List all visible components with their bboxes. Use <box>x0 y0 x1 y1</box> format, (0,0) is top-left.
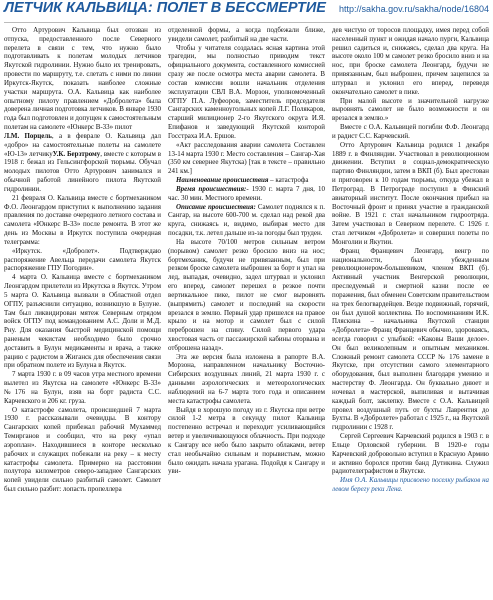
paragraph-text: , вместе с которым в 1918 г. бежал из Гельсингфорской тюрьмы. Обучал молодых пилотов Отто Артурович занимался и обычной работой линейного пилота Якутской гидролинии. <box>4 149 161 193</box>
paragraph <box>168 203 325 238</box>
paragraph: 4 марта О. Кальвица вместе с бортмехаником Леонгардом прилетели из Иркутска в Якутск. Утром 5 марта О. Кальвица вызвали в Областной отдел ОГПУ, разъяснили ситуацию, возникшую в Булуне. Там был ликвидирован мятеж Северным отрядом войск ОГПУ под командованием А.С. Доли и М.Д. Рну. Для оказания быстрой медицинской помощи раненым чекистам необходимо было срочно доставить в Булун медикаменты и врача, а также рацию с радистом в Жиганск для обеспечения связи при обратном полете из Булуна в Якутск. <box>4 273 161 370</box>
paragraph: «Иркутск. «Добролет». Подтверждаю распоряжение Авельца передачи самолета Якутск распоряжение ГПУ Погодин». <box>4 246 161 273</box>
paragraph: Франц Францевич Леонгард, венгр по национальности, был убежденным революционером-большевиком, членом ВКП (б). Активный участник Венгерской революции, преследуемый и смертной казни после ее поражения, был обменен Советским правительством на трех белогвардейцев. Везде подвижный, горячий, он был душой коллектива. По воспоминаниям И.К. Пляскина – начальника Якутской станции «Добролета» Франц Францевич обычно, здороваясь, всегда говорил с улыбкой: «Каковы Ваши делое». Он был великолепным и опытным механиком. Сложный ремонт самолета СССР № 176 замене в Якутске, при отсутствии самого элементарного оборудования, был выполнен благодаря умению и мастерству Ф. Леонгарда. Он буквально днюет и ночевал в мастерской, выпиливая и вытачивая каждый болт, заклепку. Вместе с О.А. Кальвицей провел воздушный путь от бухты Лаврентия до Бухты. В «Добролете» работал с 1925 г., на Якутской гидролинии с 1928 г. <box>332 246 489 432</box>
paragraph: Отто Артурович Кальвица родился 1 декабря 1889 г. в Финляндии. Участвовал в революционном движении. Вступил в социал-демократическую партию Финляндии, затем в ВКП (б). Был арестован и приговорен к 10 годам тюрьмы, откуда убежал в Петроград. В Петрограде поступил в Финский авиаторный институт. После окончания прибыл на Восточный фронт и принял участие в гражданской войне. В 1921 г. стал начальником гидроотряда. Затем участвовал в Северном перелете. С 1926 г. стал летчиком «Добролета» и совершил полеты по Монголии и Якутии. <box>332 140 489 246</box>
field-label: Время происшествия: <box>176 184 247 193</box>
paragraph <box>4 132 161 194</box>
paragraph: 21 февраля О. Кальвица вместе с бортмехаником Ф.О. Леонгардом приступил к выполнению задания правления по доставке очередного летного состава и самолета «Юнкерс В-33» после ремонта. В этот же день из Москвы в Иркутск поступила очередная телеграмма: <box>4 193 161 246</box>
paragraph: 7 марта 1930 г. в 09 часов утра местного времени вылетел из Якутска на самолете «Юнкерс В-33» №176 на Булун, взяв на борт радиста С.С. Карчевского и 206 кг. груза. <box>4 370 161 405</box>
highlighted-name: У.К. Берзтрому <box>52 149 101 158</box>
photo-caption: Имя О.А. Кальвицы присвоено поселку рыбаков на левом берегу реки Лена. <box>332 476 489 494</box>
column-1 <box>4 26 161 596</box>
paragraph: Выйдя в хорошую погоду из г. Якутска при ветре силой 1-2 метра в секунду пилот Кальвица постепенно встречал и переходит усиливающийся ветер и увеличивающуюся облачность. При подходе к Сангару все небо было закрыто облаками, ветер стал необычайно сильным и порывистым, можно было ожидать начала урагана. Подойдя к Сангару и уви- <box>168 405 325 476</box>
field-value: Самолет поднялся к п. Сангар, на высоте 600-700 м. сделал над рекой два круга, снижаясь и, видимо, выбирая место для посадки, т.к. летел дальше из-за погоды был труден. <box>168 202 325 238</box>
paragraph: Эта же версия была изложена в рапорте В.А. Морзона, направленном начальнику Восточно-Сибирских воздушных линий, 21 марта 1930 г. с данными аэрологических и метеорологических наблюдений на 6-7 марта того года и описанием места катастрофы самолета. <box>168 352 325 405</box>
column-3 <box>332 26 489 596</box>
column-2 <box>168 26 325 596</box>
paragraph: Вместе с О.А. Кальвицей погибли Ф.Ф. Леонгард и радист С.С. Карчевский. <box>332 123 489 140</box>
source-link[interactable]: http://sakha.gov.ru/sakha/node/16804 <box>339 4 489 14</box>
paragraph: О катастрофе самолета, происшедшей 7 марта 1930 г. рассказывали очевидцы. В контору Сангарских копей прибежал рабочий Мухаммед Темирганов и сообщил, что на реку «упал аэроплан». Находившиеся в конторе несколько рабочих и служащих побежали на реку – к месту катастрофы самолета. Примерно на расстоянии полутора километров северо-западнее Сангарских копей увидели сильно разбитый самолет. Самолет был сильно разбит: лопасть пропеллера <box>4 405 161 494</box>
paragraph: Отто Артурович Кальвица был отозван из отпуска, предоставленного после Северного перелета в связи с тем, что нужно было подготавливать к полетам молодых летчиков Якутской гидролинии. Нужно было их тренировать, провести по маршруту, т.е. слетать с ними по линии Иркутск-Якутск, показать наиболее сложные участки маршрута. О.А. Кальвица как наиболее опытному пилоту правлением «Добролета» была доверена личная подготовка летчиков. В январе 1930 года был подготовлен и допущен к самостоятельным полетам на самолете «Юнкерс В-33» пилот <box>4 26 161 132</box>
paragraph: При малой высоте и значительной нагрузке выровнять самолет не было возможности и он врезался в землю.» <box>332 96 489 123</box>
paragraph: отделенной формы, а когда подбежали ближе, увидели самолет, разбитый на две части. <box>168 26 325 43</box>
paragraph <box>168 176 325 185</box>
paragraph: Чтобы у читателя создалась ясная картина этой трагедии, мы полностью приводим текст официального документа, составленного комиссией сразу же после осмотра места аварии самолета. В состав комиссии вошли начальник отделения эксплуатации СВЛ В.А. Морзон, уполномоченный ОГПУ П.А. Луфеоров, заместитель председателя Сангарских каменноугольных копей Л.Г. Полякаров, старший милиционер 2-го Якутского округа И.Я. Епифанов и заведующий Якутской конторой Госстраха И.А. Ершов. <box>168 43 325 140</box>
paragraph-text: , а в феврале О. Кальвица дал «добро» на самостоятельные полеты на самолете «Ю-13» летчику <box>4 131 161 158</box>
paragraph: дев чистую от торосов площадку, имея перед собой населенный пункт и ожидая начало пурги, Кальвица решил садиться и, снижаясь, сделал два круга. На высоте около 100 м самолет резко бросило вниз и на нос, при броске самолета Леонгард, будучи не привязанным, был выброшен, причем зацепился за штурвал и уклонил его вперед, переведя окончательно самолет в пике. <box>332 26 489 96</box>
field-label: Описание происшествия: <box>176 202 256 211</box>
article-header <box>4 0 489 23</box>
field-label: Наименование происшествия <box>176 176 269 185</box>
paragraph: Сергей Сергеевич Карчевский родился в 1903 г. в Ельце Орловской губернии. В 1920-е годы Карчевский добровольно вступил в Красную Армию и активно боролся против банд Дутикина. Служил радиотелеграфистом в Якутске. <box>332 432 489 476</box>
paragraph: На высоте 70/100 метров сильным ветром (порывом) самолет резко бросило вниз на нос; бортмеханик, будучи не привязанным, был при резком броске самолета выброшен за борт и упал на лед, выпадая, очевидно, задел штурвал и уклонил его вперед, самолет перешел в резкое почти вертикальное пике, пилот не смог выровнять (выпрямить) самолет и последний на скорости врезался в землю. Первый удар пришелся на правое крыло и на мотор и самолет был с силой переброшен на спину. Силой первого удара хвостовая часть от пассажирской кабины оторвана и отброшена назад». <box>168 237 325 352</box>
field-value: - 1930 г. марта 7 дня, 10 час. 30 мин. Местного времени. <box>168 184 325 202</box>
article-body <box>4 26 489 596</box>
article-title: ЛЕТЧИК КАЛЬВИЦА: ПОЛЕТ В БЕССМЕРТИЕ <box>4 0 326 16</box>
field-value: – катастрофа <box>270 176 309 185</box>
paragraph <box>168 185 325 203</box>
paragraph: «Акт расследования аварии самолета Составлен 13-14 марта 1930 г. Место составления – Сангар-Хая (350 км севернее Якутска) [так в тексте – правильно 241 км.] <box>168 140 325 176</box>
highlighted-name: Л.М. Порцель <box>4 131 52 140</box>
